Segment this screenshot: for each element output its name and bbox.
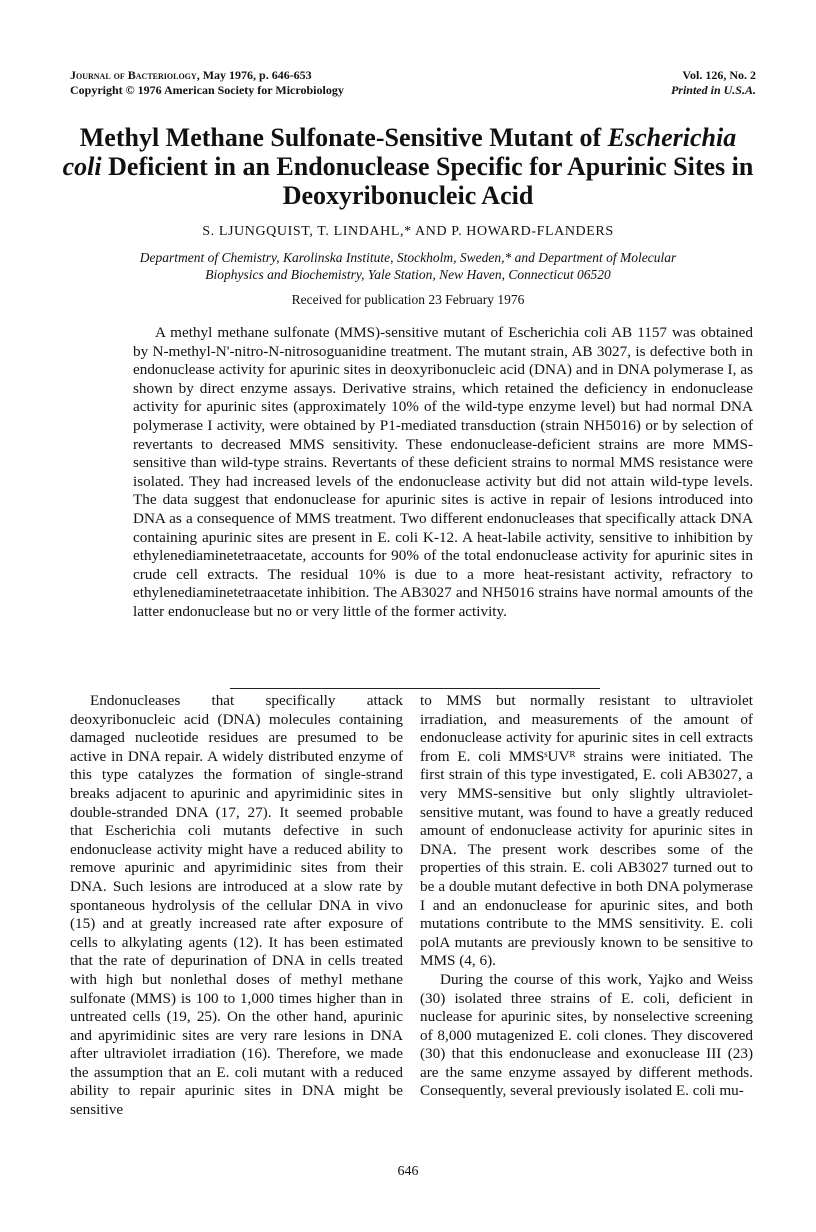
issue-date-pages: , May 1976, p. 646-653 xyxy=(196,68,312,82)
affiliation-line1: Department of Chemistry, Karolinska Institute, Stockholm, Sweden,* and Department of Molecular xyxy=(139,250,677,265)
volume-line: Vol. 126, No. 2 xyxy=(682,68,756,82)
title-part1: Methyl Methane Sulfonate-Sensitive Mutant of xyxy=(79,123,608,152)
body-column-right xyxy=(420,692,753,1101)
affiliation-line2: Biophysics and Biochemistry, Yale Station, New Haven, Connecticut 06520 xyxy=(205,267,611,282)
journal-citation xyxy=(70,68,344,83)
title-italic2: coli xyxy=(62,152,102,181)
body-paragraph: to MMS but normally resistant to ultraviolet irradiation, and measurements of the amount of endonuclease activity for apurinic sites in cell extracts from E. coli MMSˢUVᴿ strains were initiated. The first strain of this type investigated, E. coli AB3027, a very MMS-sensitive but only slightly ultraviolet-sensitive mutant, was found to have a greatly reduced amount of endonuclease activity for apurinic sites in DNA. The present work describes some of the properties of this strain. E. coli AB3027 turned out to be a double mutant defective in both DNA polymerase I and an endonuclease for apurinic sites, and both mutations contribute to the MMS sensitivity. E. coli polA mutants are previously known to be sensitive to MMS (4, 6). xyxy=(420,692,753,970)
journal-name: Journal of Bacteriology xyxy=(70,68,197,82)
body-column-left xyxy=(70,692,403,1120)
page-number: 646 xyxy=(397,1164,419,1179)
title-italic1: Escherichia xyxy=(607,123,737,152)
journal-header-left xyxy=(70,68,344,98)
received-date: Received for publication 23 February 1976 xyxy=(291,292,525,307)
article-title xyxy=(50,123,766,210)
section-divider xyxy=(230,688,600,689)
body-paragraph: Endonucleases that specifically attack deoxyribonucleic acid (DNA) molecules containing damaged nucleotide residues are presumed to be active in DNA repair. A widely distributed enzyme of this type catalyzes the formation of single-strand breaks adjacent to apurinic and apyrimidinic sites in double-stranded DNA (17, 27). It seemed probable that Escherichia coli mutants defective in such endonuclease activity might have a reduced ability to remove apurinic and apyrimidinic sites from their DNA. Such lesions are introduced at a slow rate by spontaneous hydrolysis of the cellular DNA in vivo (15) and at greatly increased rate after exposure of cells to alkylating agents (12). It has been estimated that the rate of depurination of DNA in cells treated with high but nonlethal doses of methyl methane sulfonate (MMS) is 100 to 1,000 times higher than in untreated cells (19, 25). On the other hand, apurinic and apyrimidinic sites are very rare lesions in DNA after ultraviolet irradiation (16). Therefore, we made the assumption that an E. coli mutant with a reduced ability to repair apurinic sites in DNA might be sensitive xyxy=(70,692,403,1119)
body-paragraph: During the course of this work, Yajko and Weiss (30) isolated three strains of E. coli, deficient in nuclease for apurinic sites, by nonselective screening of 8,000 mutagenized E. coli clones. They discovered (30) that this endonuclease and exonuclease III (23) are the same enzyme assayed by different methods. Consequently, several previously isolated E. coli mu- xyxy=(420,970,753,1100)
article-authors: S. LJUNGQUIST, T. LINDAHL,* AND P. HOWARD-FLANDERS xyxy=(202,224,614,239)
journal-header-right xyxy=(671,68,756,98)
copyright-line: Copyright © 1976 American Society for Microbiology xyxy=(70,83,344,97)
title-part2: Deficient in an Endonuclease Specific for Apurinic Sites in Deoxyribonucleic Acid xyxy=(101,152,754,210)
abstract-paragraph: A methyl methane sulfonate (MMS)-sensitive mutant of Escherichia coli AB 1157 was obtained by N-methyl-N'-nitro-N-nitrosoguanidine treatment. The mutant strain, AB 3027, is defective both in endonuclease activity for apurinic sites in deoxyribonucleic acid (DNA) and in DNA polymerase I, as shown by direct enzyme assays. Derivative strains, which retained the deficiency in endonuclease activity for apurinic sites (approximately 10% of the wild-type enzyme level) but had normal DNA polymerase I activity, were obtained by P1-mediated transduction (strain NH5016) or by selection of revertants to decreased MMS sensitivity. These endonuclease-deficient strains are more MMS-sensitive than wild-type strains. Revertants of these deficient strains to normal MMS resistance were isolated. They had increased levels of the endonuclease activity but did not attain wild-type levels. The data suggest that endonuclease for apurinic sites is active in repair of lesions introduced into DNA as a consequence of MMS treatment. Two different endonucleases that specifically attack DNA containing apurinic sites are present in E. coli K-12. A heat-labile activity, sensitive to inhibition by ethylenediaminetetraacetate, accounts for 90% of the total endonuclease activity for apurinic sites in crude cell extracts. The residual 10% is due to a more heat-resistant activity, refractory to ethylenediaminetetraacetate inhibition. The AB3027 and NH5016 strains have normal amounts of the latter endonuclease but no or very little of the former activity. xyxy=(133,324,753,620)
author-affiliation xyxy=(60,249,756,283)
printed-line: Printed in U.S.A. xyxy=(670,83,756,97)
